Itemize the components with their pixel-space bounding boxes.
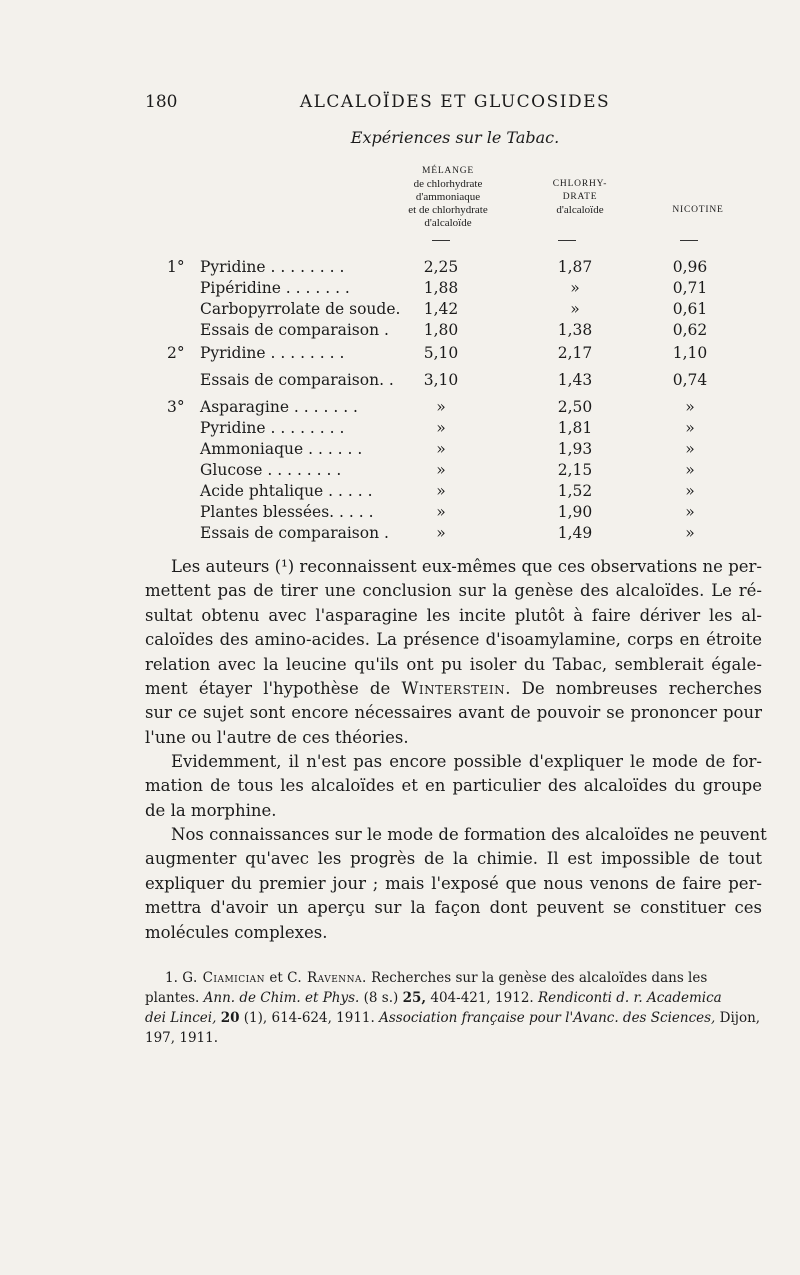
table-row (145, 299, 765, 320)
cell-melange: 5,10 (423, 344, 459, 362)
table-row (145, 481, 765, 502)
table-row (145, 257, 765, 278)
row-label: Glucose . . . . . . . . (200, 461, 342, 479)
footnote-line: 197, 1911. (145, 1030, 218, 1046)
table-row (145, 460, 765, 481)
body-paragraph (145, 750, 762, 823)
journal-title: Ann. de Chim. et Phys. (203, 990, 360, 1006)
cell-nicotine: 0,61 (672, 300, 708, 318)
cell-chlorhydrate: 1,93 (557, 440, 593, 458)
column-header-line: CHLORHY- (552, 179, 608, 189)
cell-nicotine: 0,62 (672, 321, 708, 339)
text-line: molécules complexes. (145, 922, 328, 942)
cell-chlorhydrate: 2,50 (557, 398, 593, 416)
table-row (145, 418, 765, 439)
column-header-line: d'alcaloïde (424, 217, 472, 229)
text-segment: Dijon, (719, 1010, 761, 1026)
row-label: Pyridine . . . . . . . . (200, 344, 345, 362)
cell-melange: » (436, 524, 446, 542)
column-header-line: NICOTINE (672, 205, 724, 215)
text-segment: Recherches sur la genèse des alcaloïdes dans les (371, 970, 708, 986)
cell-melange: » (436, 461, 446, 479)
cell-melange: 2,25 (423, 258, 459, 276)
text-line: mation de tous les alcaloïdes et en particulier des alcaloïdes du groupe (145, 776, 762, 796)
text-line: Nos connaissances sur le mode de formation des alcaloïdes ne peuvent (171, 825, 767, 844)
table-title: Expériences sur le Tabac. (350, 128, 560, 147)
text-segment: et (269, 970, 283, 986)
footnote-line (145, 968, 762, 988)
text-line: mettent pas de tirer une conclusion sur la genèse des alcaloïdes. Le ré- (145, 581, 762, 601)
column-header-chlorhydrate (530, 178, 630, 217)
table-row (145, 278, 765, 299)
body-paragraph (145, 823, 767, 945)
journal-title: dei Lincei, (145, 1010, 217, 1026)
footnote-number: 1. (165, 970, 178, 986)
column-header-line: et de chlorhydrate (408, 204, 488, 216)
footnote-line (145, 1008, 762, 1028)
journal-title: Rendiconti d. r. Academica (538, 990, 722, 1006)
text-line: l'une ou l'autre de ces théories. (145, 727, 409, 747)
page-number: 180 (145, 92, 178, 112)
text-segment: plantes. (145, 990, 200, 1006)
cell-chlorhydrate: » (570, 300, 580, 318)
text-segment: (1), 614-624, 1911. (243, 1010, 375, 1026)
table-row (145, 397, 765, 418)
table-row (145, 439, 765, 460)
table-row (145, 343, 765, 364)
column-header-line: de chlorhydrate (413, 178, 483, 190)
cell-melange: » (436, 482, 446, 500)
text-segment: . De nombreuses recherches (505, 678, 762, 698)
column-header-line: d'alcaloïde (556, 204, 604, 216)
row-label: Acide phtalique . . . . . (200, 482, 373, 500)
cell-nicotine: » (685, 398, 695, 416)
cell-melange: » (436, 440, 446, 458)
row-group: 3° (167, 398, 185, 416)
row-label: Plantes blessées. . . . . (200, 503, 374, 521)
column-rule (432, 240, 450, 241)
cell-chlorhydrate: 2,17 (557, 344, 593, 362)
cell-melange: » (436, 419, 446, 437)
footnote-line (145, 988, 762, 1008)
text-line: Les auteurs (¹) reconnaissent eux-mêmes que ces observations ne per- (171, 557, 762, 576)
footnote (145, 968, 762, 1048)
cell-nicotine: » (685, 419, 695, 437)
column-header-melange (378, 165, 518, 230)
row-label: Essais de comparaison . (200, 321, 389, 339)
volume-number: 20 (220, 1010, 240, 1026)
table-row (145, 320, 765, 341)
cell-nicotine: » (685, 461, 695, 479)
cell-nicotine: » (685, 440, 695, 458)
author-name: Winterstein (401, 678, 506, 698)
author-name: G. Ciamician (182, 970, 266, 986)
cell-chlorhydrate: 1,52 (557, 482, 593, 500)
table-row (145, 502, 765, 523)
cell-melange: 1,42 (423, 300, 459, 318)
cell-nicotine: 0,74 (672, 371, 708, 389)
author-name: C. Ravenna. (287, 970, 367, 986)
running-title: ALCALOÏDES ET GLUCOSIDES (299, 92, 611, 112)
cell-melange: 3,10 (423, 371, 459, 389)
row-label: Ammoniaque . . . . . . (200, 440, 363, 458)
cell-chlorhydrate: 1,87 (557, 258, 593, 276)
text-line: relation avec la leucine qu'ils ont pu isoler du Tabac, semblerait égale- (145, 654, 762, 674)
cell-melange: » (436, 503, 446, 521)
text-line: mettra d'avoir un aperçu sur la façon dont peuvent se constituer ces (145, 898, 762, 918)
column-rule (680, 240, 698, 241)
cell-nicotine: » (685, 524, 695, 542)
cell-melange: » (436, 398, 446, 416)
row-label: Pyridine . . . . . . . . (200, 419, 345, 437)
row-label: Essais de comparaison. . (200, 371, 394, 389)
cell-chlorhydrate: » (570, 279, 580, 297)
row-label: Pyridine . . . . . . . . (200, 258, 345, 276)
table-row (145, 370, 765, 391)
cell-melange: 1,88 (423, 279, 459, 297)
text-segment: ment étayer l'hypothèse de (145, 678, 402, 698)
cell-chlorhydrate: 1,38 (557, 321, 593, 339)
cell-chlorhydrate: 1,49 (557, 524, 593, 542)
cell-nicotine: » (685, 482, 695, 500)
cell-chlorhydrate: 1,90 (557, 503, 593, 521)
column-header-line: DRATE (562, 192, 598, 202)
text-segment: 404-421, 1912. (430, 990, 534, 1006)
text-line (145, 677, 762, 701)
text-line: caloïdes des amino-acides. La présence d'isoamylamine, corps en étroite (145, 630, 762, 650)
text-line: sultat obtenu avec l'asparagine les incite plutôt à faire dériver les al- (145, 605, 762, 625)
cell-chlorhydrate: 1,43 (557, 371, 593, 389)
row-label: Carbopyrrolate de soude. (200, 300, 401, 318)
text-line: expliquer du premier jour ; mais l'exposé que nous venons de faire per- (145, 873, 762, 893)
journal-title: Association française pour l'Avanc. des Sciences, (379, 1010, 716, 1026)
row-label: Pipéridine . . . . . . . (200, 279, 350, 297)
row-group: 1° (167, 258, 185, 276)
text-line: Evidemment, il n'est pas encore possible d'expliquer le mode de for- (171, 752, 762, 771)
column-header-line: d'ammoniaque (415, 191, 481, 203)
cell-chlorhydrate: 2,15 (557, 461, 593, 479)
cell-nicotine: 0,96 (672, 258, 708, 276)
text-line: sur ce sujet sont encore nécessaires avant de pouvoir se prononcer pour (145, 703, 762, 723)
row-group: 2° (167, 344, 185, 362)
cell-nicotine: » (685, 503, 695, 521)
volume-number: 25, (402, 990, 427, 1006)
column-rule (558, 240, 576, 241)
body-paragraph (145, 555, 762, 750)
page-header (145, 92, 765, 116)
text-line: de la morphine. (145, 800, 277, 820)
cell-melange: 1,80 (423, 321, 459, 339)
cell-chlorhydrate: 1,81 (557, 419, 593, 437)
column-header-nicotine (648, 204, 748, 217)
text-line: augmenter qu'avec les progrès de la chimie. Il est impossible de tout (145, 849, 762, 869)
row-label: Essais de comparaison . (200, 524, 389, 542)
column-header-line: MÉLANGE (421, 166, 475, 176)
text-segment: (8 s.) (363, 990, 399, 1006)
row-label: Asparagine . . . . . . . (200, 398, 358, 416)
cell-nicotine: 1,10 (672, 344, 708, 362)
cell-nicotine: 0,71 (672, 279, 708, 297)
table-row (145, 523, 765, 544)
